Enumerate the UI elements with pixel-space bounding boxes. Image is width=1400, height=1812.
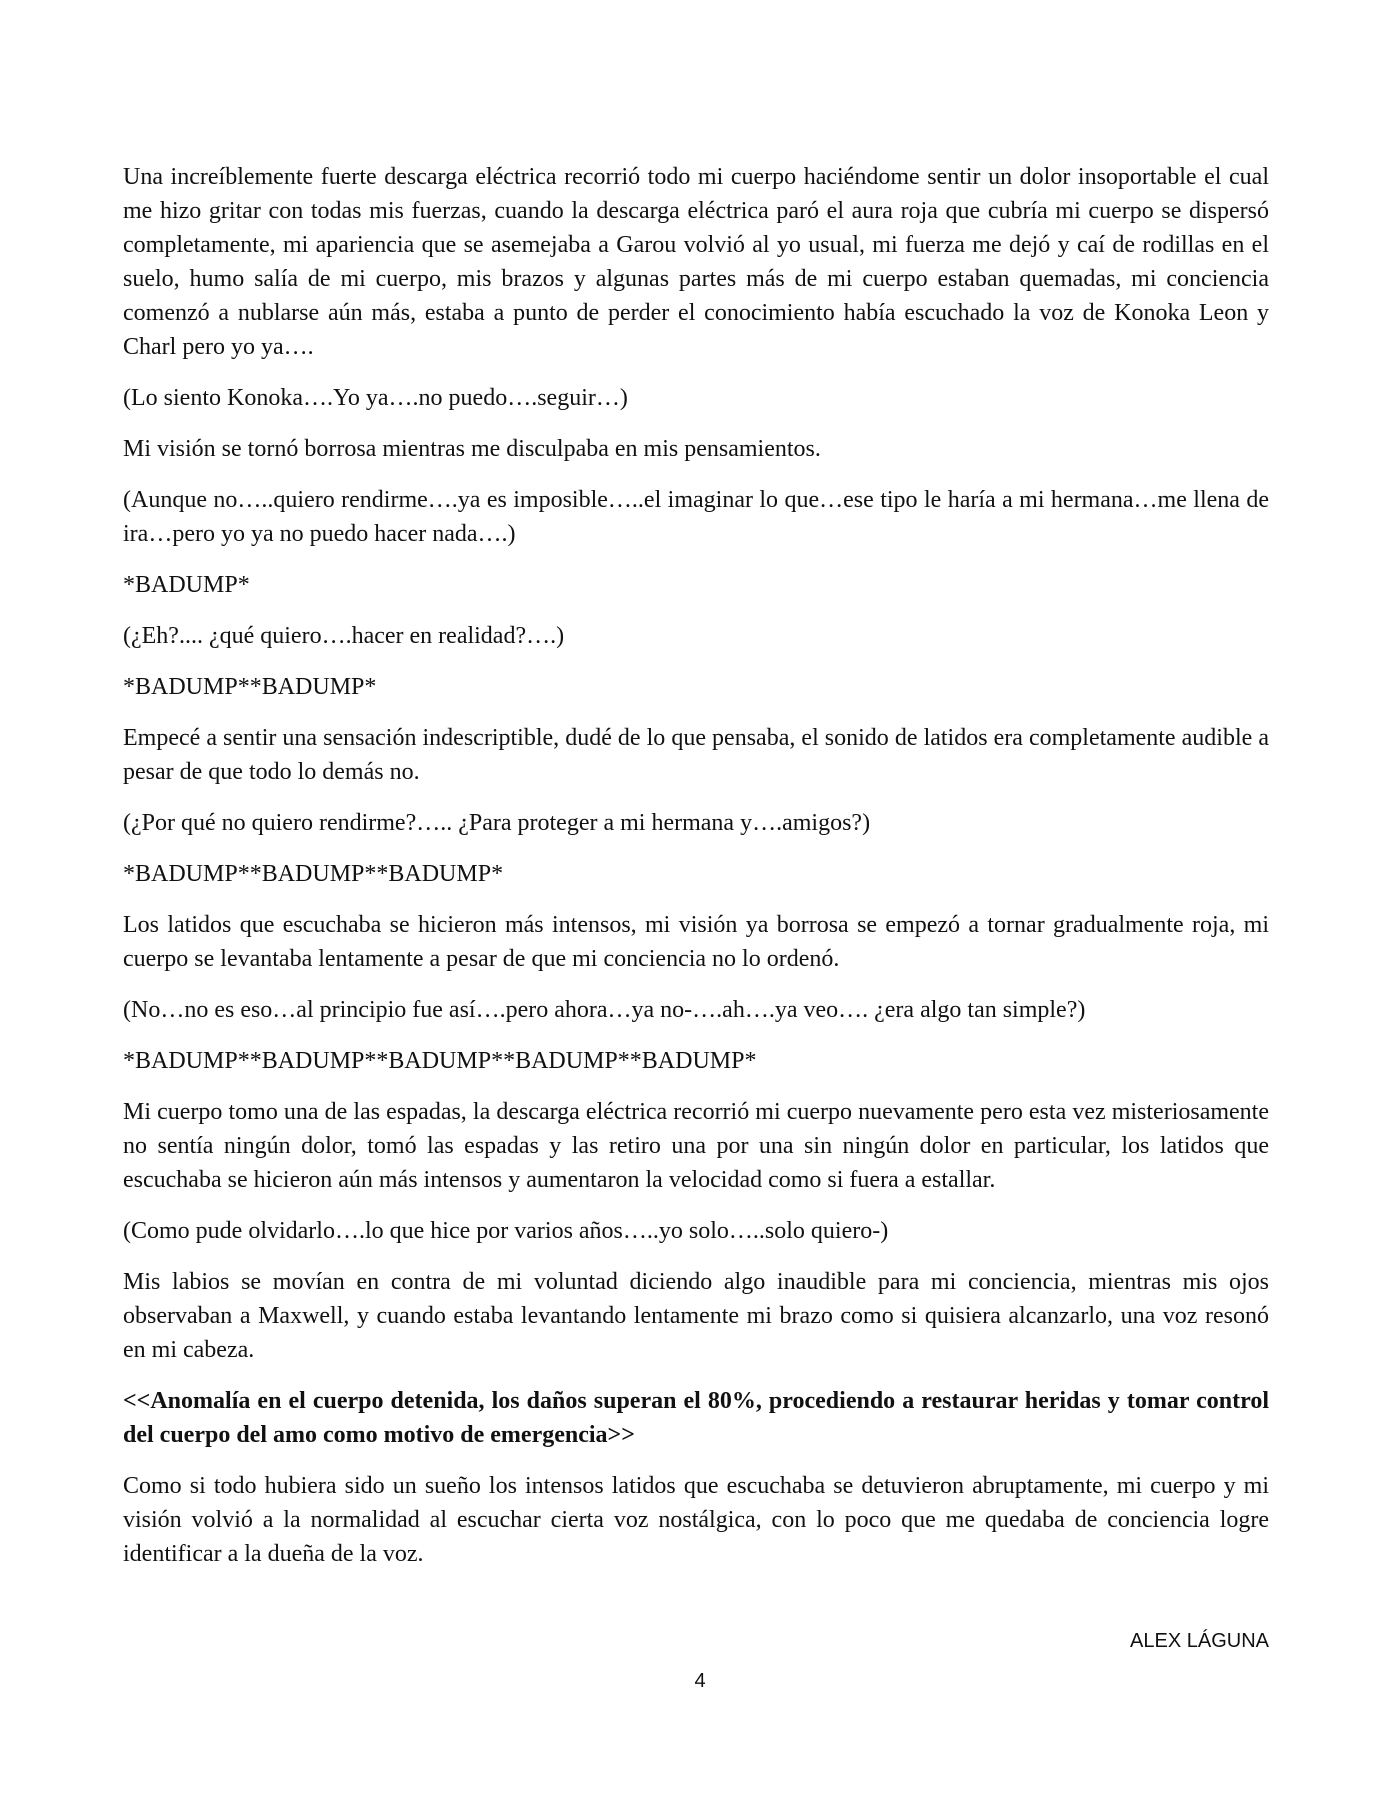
page-number: 4 xyxy=(694,1670,706,1692)
thought-line: (¿Por qué no quiero rendirme?….. ¿Para proteger a mi hermana y….amigos?) xyxy=(123,810,871,836)
paragraph: Mis labios se movían en contra de mi voluntad diciendo algo inaudible para mi conciencia, mientras mis ojos observaban a Maxwell, y cuando estaba levantando lentamente mi brazo como si quisiera alcanzarlo, una voz resonó en mi cabeza. xyxy=(123,1269,1269,1363)
sound-effect: *BADUMP**BADUMP* xyxy=(123,674,377,700)
document-body xyxy=(123,160,1269,1588)
paragraph: Los latidos que escuchaba se hicieron más intensos, mi visión ya borrosa se empezó a tornar gradualmente roja, mi cuerpo se levantaba lentamente a pesar de que mi conciencia no lo ordenó. xyxy=(123,912,1269,972)
system-voice-paragraph: <<Anomalía en el cuerpo detenida, los daños superan el 80%, procediendo a restaurar heridas y tomar control del cuerpo del amo como motivo de emergencia>> xyxy=(123,1388,1269,1448)
sound-effect: *BADUMP**BADUMP**BADUMP* xyxy=(123,861,504,887)
thought-line: (Como pude olvidarlo….lo que hice por varios años…..yo solo…..solo quiero-) xyxy=(123,1218,889,1244)
sound-effect: *BADUMP* xyxy=(123,572,250,598)
thought-line: (No…no es eso…al principio fue así….pero ahora…ya no-….ah….ya veo…. ¿era algo tan simple?) xyxy=(123,997,1086,1023)
thought-line: (¿Eh?.... ¿qué quiero….hacer en realidad?….) xyxy=(123,623,565,649)
thought-line: (Lo siento Konoka….Yo ya….no puedo….seguir…) xyxy=(123,385,628,411)
thought-paragraph: (Aunque no…..quiero rendirme….ya es imposible…..el imaginar lo que…ese tipo le haría a mi hermana…me llena de ira…pero yo ya no puedo hacer nada….) xyxy=(123,487,1269,547)
paragraph: Una increíblemente fuerte descarga eléctrica recorrió todo mi cuerpo haciéndome sentir un dolor insoportable el cual me hizo gritar con todas mis fuerzas, cuando la descarga eléctrica paró el aura roja que cubría mi cuerpo se dispersó completamente, mi apariencia que se asemejaba a Garou volvió al yo usual, mi fuerza me dejó y caí de rodillas en el suelo, humo salía de mi cuerpo, mis brazos y algunas partes más de mi cuerpo estaban quemadas, mi conciencia comenzó a nublarse aún más, estaba a punto de perder el conocimiento había escuchado la voz de Konoka Leon y Charl pero yo ya…. xyxy=(123,164,1269,360)
paragraph: Como si todo hubiera sido un sueño los intensos latidos que escuchaba se detuvieron abruptamente, mi cuerpo y mi visión volvió a la normalidad al escuchar cierta voz nostálgica, con lo poco que me quedaba de conciencia logre identificar a la dueña de la voz. xyxy=(123,1473,1269,1567)
author-footer: ALEX LÁGUNA xyxy=(1130,1630,1269,1652)
paragraph: Mi visión se tornó borrosa mientras me disculpaba en mis pensamientos. xyxy=(123,436,821,462)
paragraph: Empecé a sentir una sensación indescriptible, dudé de lo que pensaba, el sonido de latidos era completamente audible a pesar de que todo lo demás no. xyxy=(123,725,1269,785)
paragraph: Mi cuerpo tomo una de las espadas, la descarga eléctrica recorrió mi cuerpo nuevamente pero esta vez misteriosamente no sentía ningún dolor, tomó las espadas y las retiro una por una sin ningún dolor en particular, los latidos que escuchaba se hicieron aún más intensos y aumentaron la velocidad como si fuera a estallar. xyxy=(123,1099,1269,1193)
sound-effect: *BADUMP**BADUMP**BADUMP**BADUMP**BADUMP* xyxy=(123,1048,757,1074)
